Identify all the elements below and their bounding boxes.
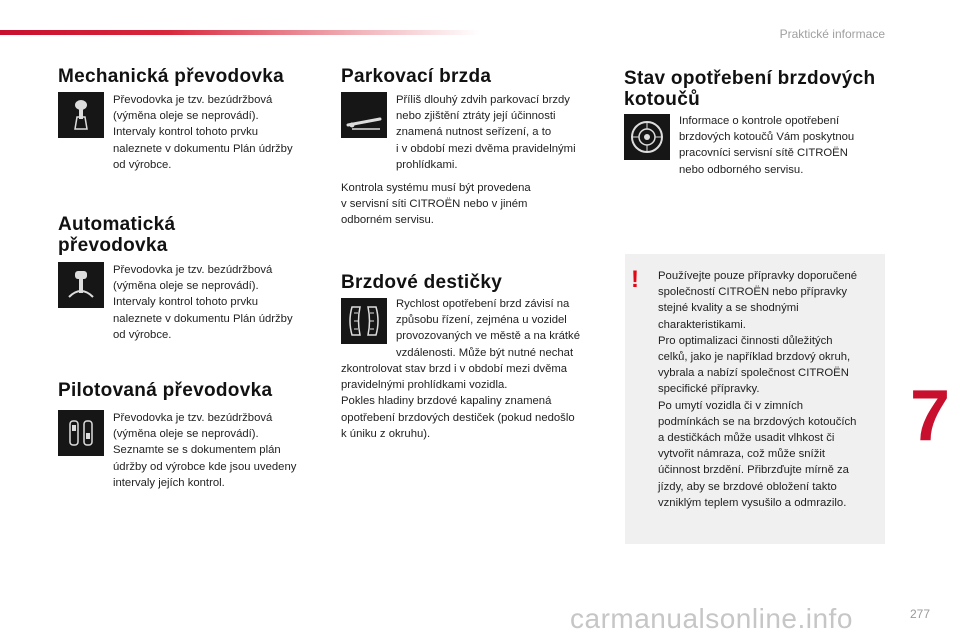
section-label: Praktické informace: [779, 27, 885, 41]
automatic-gearbox-text: Převodovka je tzv. bezúdržbová (výměna oleje se neprovádí). Intervaly kontrol tohoto prvku naleznete v dokumentu Plán údržby od výrobce.: [113, 264, 293, 341]
brake-pads-text-continued: zkontrolovat stav brzd i v období mezi dvěma pravidelnými prohlídkami vozidla. Pokles hladiny brzdové kapaliny znamená opotřebení brzdových destiček (pokud nedošlo k úniku z okruhu).: [341, 363, 575, 440]
header-accent-bar: [0, 30, 480, 35]
heading-brake-discs: Stav opotřebení brzdových kotoučů: [624, 68, 876, 110]
piloted-gear-selector-icon: [58, 410, 104, 456]
chapter-number: 7: [909, 376, 951, 456]
brake-disc-icon: [624, 114, 670, 160]
manual-gearbox-text: Převodovka je tzv. bezúdržbová (výměna oleje se neprovádí). Intervaly kontrol tohoto prvku naleznete v dokumentu Plán údržby od výrobce.: [113, 94, 293, 171]
watermark: carmanualsonline.info: [570, 603, 853, 634]
piloted-gearbox-text: Převodovka je tzv. bezúdržbová (výměna oleje se neprovádí). Seznamte se s dokumentem plán údržby od výrobce kde jsou uvedeny intervaly jejích kontrol.: [113, 412, 297, 489]
automatic-gear-selector-icon: [58, 262, 104, 308]
heading-automatic-gearbox: Automatická převodovka: [58, 214, 176, 256]
manual-gear-shifter-icon: [58, 92, 104, 138]
brake-discs-text: Informace o kontrole opotřebení brzdových kotoučů Vám poskytnou pracovníci servisní sítě CITROËN nebo odborného servisu.: [679, 115, 855, 176]
heading-piloted-gearbox: Pilotovaná převodovka: [58, 380, 273, 401]
warning-icon: !: [631, 266, 639, 293]
heading-brake-pads: Brzdové destičky: [341, 272, 503, 293]
page-number: 277: [909, 607, 930, 621]
warning-text: Používejte pouze přípravky doporučené společností CITROËN nebo přípravky stejné kvality a se shodnými charakteristikami. Pro optimalizaci činnosti důležitých celků, jako je například brzdový okruh, vybrala a nabízí společnost CITROËN specifické přípravky. Po umytí vozidla či v zimních podmínkách se na brzdových kotoučích a destičkách může usadit vlhkost či vytvořit námraza, což může snížit účinnost brzdění. Přibrzďujte mírně za jízdy, aby se brzdové obložení takto vzniklým teplem vysušilo a odmrazilo.: [658, 270, 858, 509]
heading-manual-gearbox: Mechanická převodovka: [58, 66, 284, 87]
brake-pads-icon: [341, 298, 387, 344]
parking-brake-lever-icon: [341, 92, 387, 138]
parking-brake-service-text: Kontrola systému musí být provedena v servisní síti CITROËN nebo v jiném odborném servisu.: [341, 182, 531, 227]
parking-brake-text: Příliš dlouhý zdvih parkovací brzdy nebo zjištění ztráty její účinnosti znamená nutnost seřízení, a to i v období mezi dvěma pravidelnými prohlídkami.: [396, 94, 576, 171]
heading-parking-brake: Parkovací brzda: [341, 66, 492, 87]
brake-pads-text: Rychlost opotřebení brzd závisí na způsobu řízení, zejména u vozidel provozovaných ve městě a na krátké vzdálenosti. Může být nutné nechat: [396, 298, 580, 359]
